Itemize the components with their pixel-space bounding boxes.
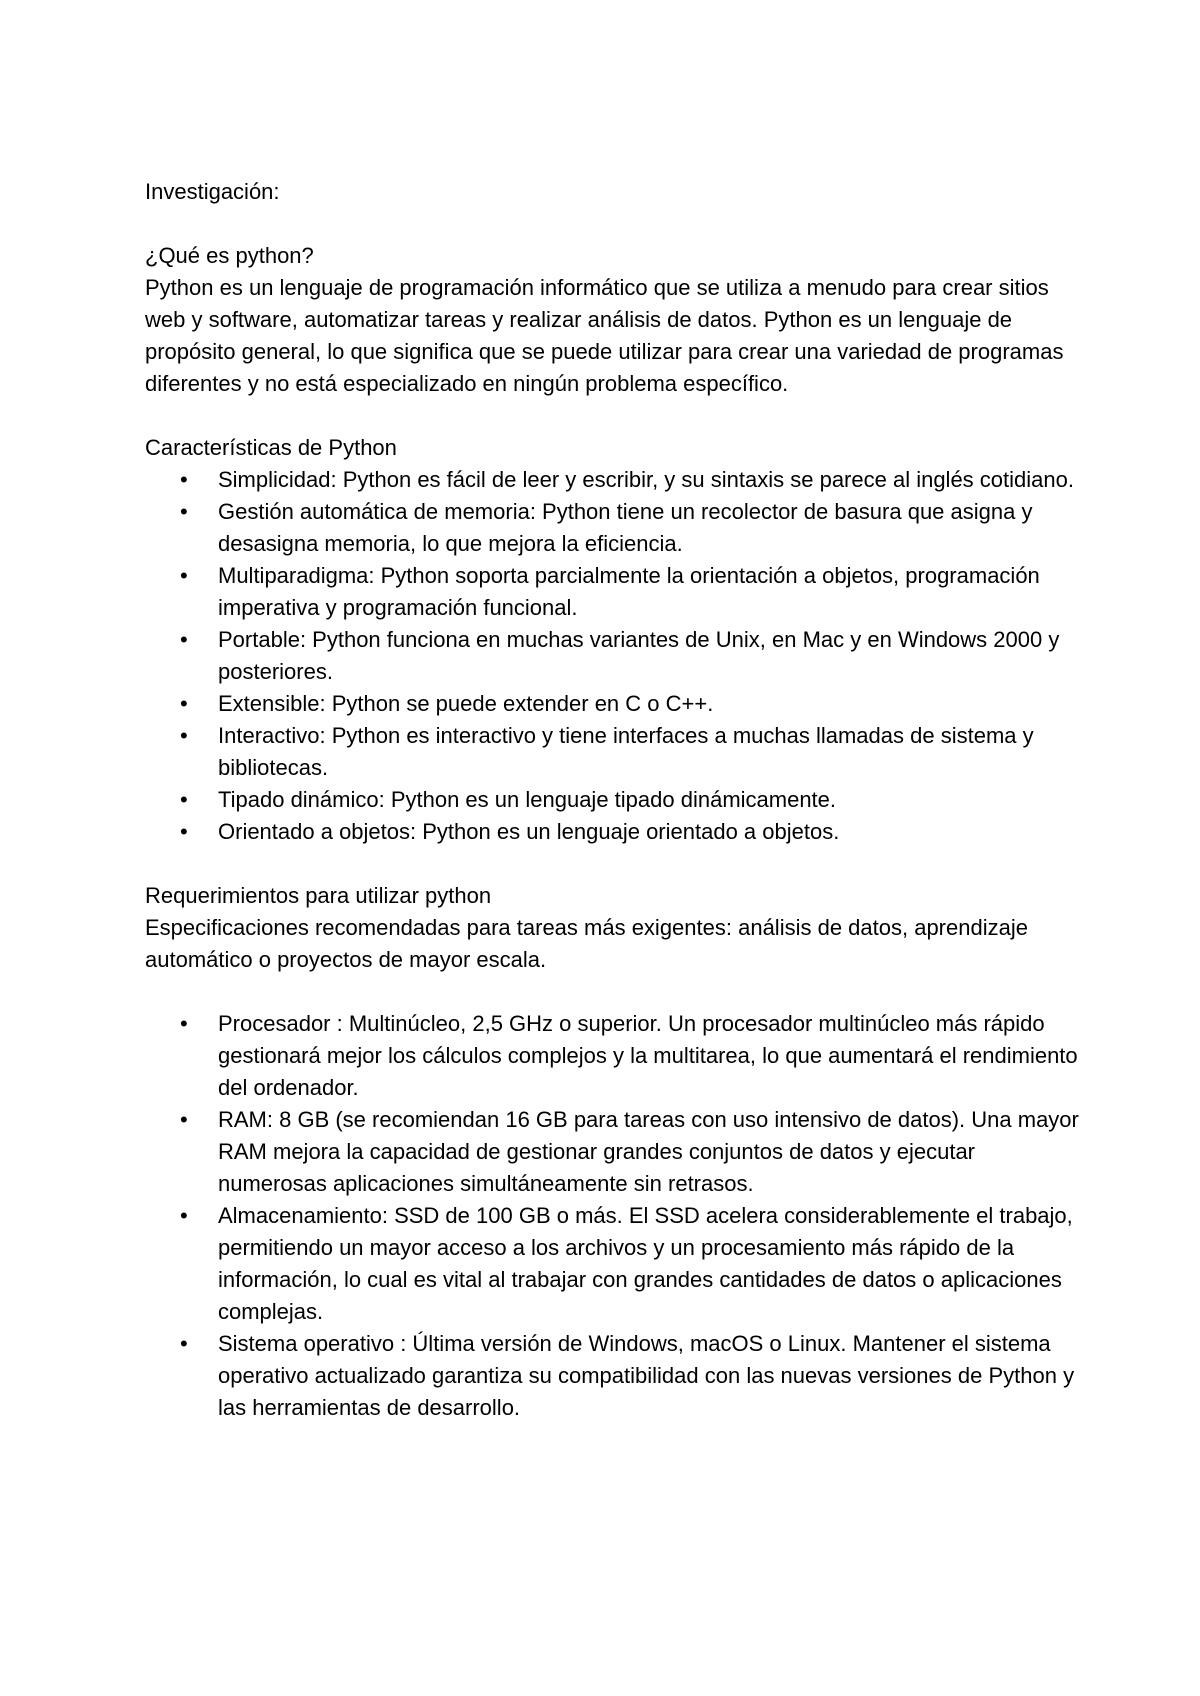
- question-heading: ¿Qué es python?: [145, 243, 314, 268]
- spacer: [145, 848, 1085, 880]
- features-list: [145, 464, 1085, 848]
- requirements-intro: Especificaciones recomendadas para tareas más exigentes: análisis de datos, aprendizaje automático o proyectos de mayor escala.: [145, 915, 1028, 972]
- list-item: • Almacenamiento: SSD de 100 GB o más. El SSD acelera considerablemente el trabajo, permitiendo un mayor acceso a los archivos y un procesamiento más rápido de la información, lo cual es vital al trabajar con grandes cantidades de datos o aplicaciones complejas.: [218, 1200, 1085, 1328]
- document-page: [145, 176, 1085, 1424]
- list-item: • Tipado dinámico: Python es un lenguaje tipado dinámicamente.: [218, 784, 1085, 816]
- list-item: • Extensible: Python se puede extender en C o C++.: [218, 688, 1085, 720]
- list-item: • RAM: 8 GB (se recomiendan 16 GB para tareas con uso intensivo de datos). Una mayor RAM mejora la capacidad de gestionar grandes conjuntos de datos y ejecutar numerosas aplicaciones simultáneamente sin retrasos.: [218, 1104, 1085, 1200]
- list-item: • Procesador : Multinúcleo, 2,5 GHz o superior. Un procesador multinúcleo más rápido gestionará mejor los cálculos complejos y la multitarea, lo que aumentará el rendimiento del ordenador.: [218, 1008, 1085, 1104]
- spacer: [145, 976, 1085, 1008]
- list-item: • Sistema operativo : Última versión de Windows, macOS o Linux. Mantener el sistema operativo actualizado garantiza su compatibilidad con las nuevas versiones de Python y las herramientas de desarrollo.: [218, 1328, 1085, 1424]
- list-item: • Interactivo: Python es interactivo y tiene interfaces a muchas llamadas de sistema y bibliotecas.: [218, 720, 1085, 784]
- spacer: [145, 208, 1085, 240]
- document-heading: Investigación:: [145, 179, 280, 204]
- spacer: [145, 400, 1085, 432]
- requirements-list: [145, 1008, 1085, 1424]
- list-item: • Orientado a objetos: Python es un lenguaje orientado a objetos.: [218, 816, 1085, 848]
- intro-paragraph: Python es un lenguaje de programación informático que se utiliza a menudo para crear sitios web y software, automatizar tareas y realizar análisis de datos. Python es un lenguaje de propósito general, lo que significa que se puede utilizar para crear una variedad de programas diferentes y no está especializado en ningún problema específico.: [145, 275, 1064, 396]
- list-item: • Gestión automática de memoria: Python tiene un recolector de basura que asigna y desasigna memoria, lo que mejora la eficiencia.: [218, 496, 1085, 560]
- list-item: • Multiparadigma: Python soporta parcialmente la orientación a objetos, programación imperativa y programación funcional.: [218, 560, 1085, 624]
- features-title: Características de Python: [145, 435, 397, 460]
- list-item: • Portable: Python funciona en muchas variantes de Unix, en Mac y en Windows 2000 y posteriores.: [218, 624, 1085, 688]
- list-item: • Simplicidad: Python es fácil de leer y escribir, y su sintaxis se parece al inglés cotidiano.: [218, 464, 1085, 496]
- requirements-title: Requerimientos para utilizar python: [145, 883, 492, 908]
